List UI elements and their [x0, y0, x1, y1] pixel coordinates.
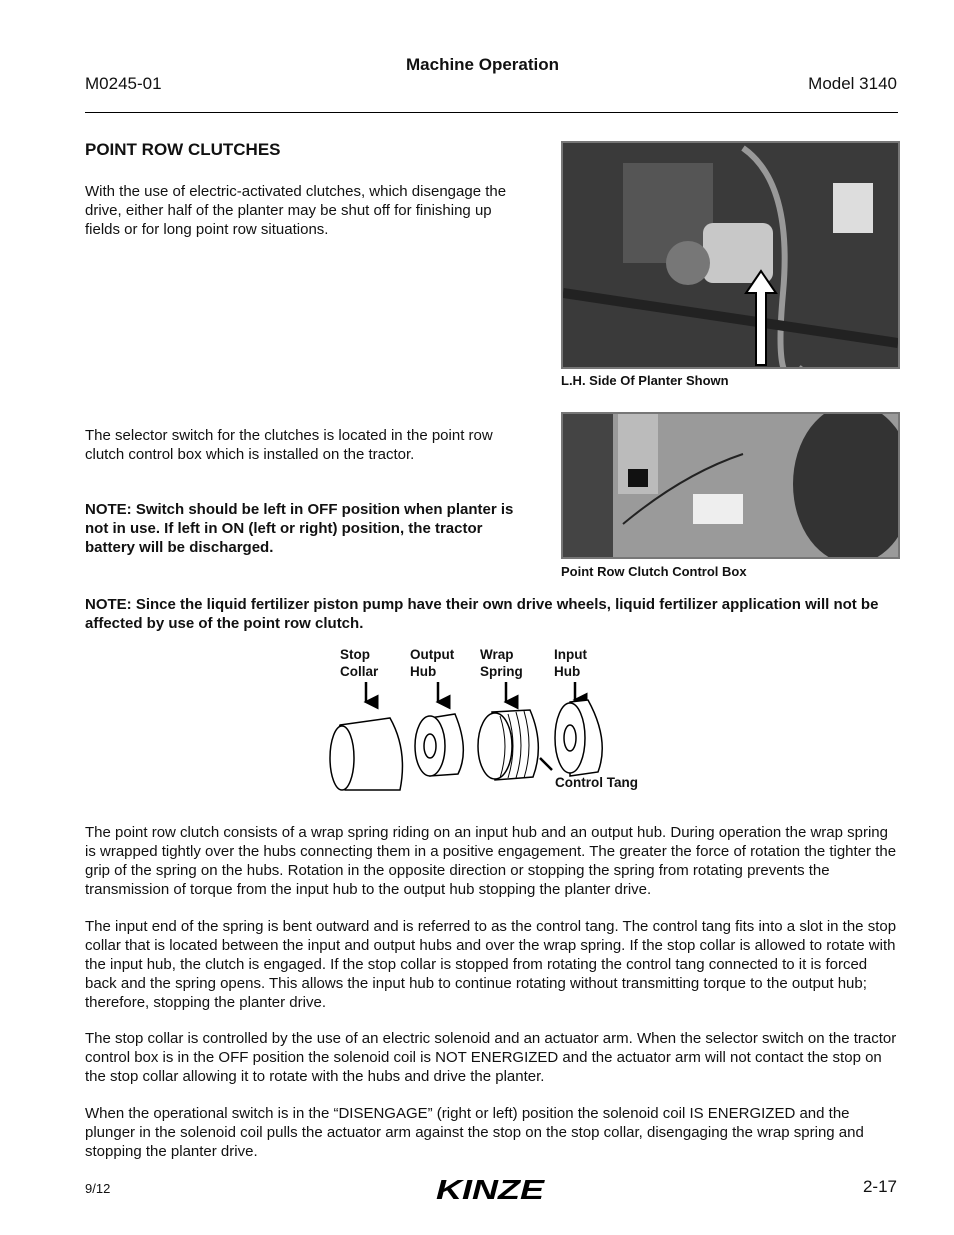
photo1-caption: L.H. Side Of Planter Shown	[561, 373, 729, 388]
svg-text:KINZE: KINZE	[436, 1176, 546, 1202]
planter-clutch-photo	[561, 141, 900, 369]
page-title: POINT ROW CLUTCHES	[85, 140, 281, 159]
note-fertilizer: NOTE: Since the liquid fertilizer piston pump have their own drive wheels, liquid fertilizer application will not be affected by use of the point row clutch.	[85, 596, 879, 632]
clutch-diagram	[320, 640, 660, 800]
selector-text: The selector switch for the clutches is located in the point row clutch control box which is installed on the tractor.	[85, 427, 493, 463]
footer-date: 9/12	[85, 1181, 111, 1196]
header-rule	[85, 112, 898, 113]
label-input-hub: Input Hub	[554, 647, 587, 679]
kinze-logo-image	[432, 1176, 548, 1202]
paragraph-1: The point row clutch consists of a wrap spring riding on an input hub and an output hub. During operation the wrap spring is wrapped tightly over the hubs connecting them in a positive engagement. The greater the force of rotation the tighter the grip of the spring on the hubs. Rotation in the opposite direction or stopping the spring from rotating prevents the transmission of torque from the input hub to the output hub stopping the planter drive.	[85, 824, 897, 898]
label-stop-collar: Stop Collar	[340, 647, 379, 679]
label-output-hub: Output Hub	[410, 647, 455, 679]
photo2-caption: Point Row Clutch Control Box	[561, 564, 747, 579]
doc-id: M0245-01	[85, 74, 162, 93]
paragraph-4: When the operational switch is in the “DISENGAGE” (right or left) position the solenoid coil IS ENERGIZED and the plunger in the solenoid coil pulls the actuator arm against the stop on the stop collar, disengaging the wrap spring and stopping the planter drive.	[85, 1105, 864, 1160]
paragraph-2: The input end of the spring is bent outward and is referred to as the control tang. The control tang fits into a slot in the stop collar that is located between the input and output hubs and over the wrap spring. If the stop collar is allowed to rotate with the input hub, the clutch is engaged. If the stop collar is stopped from rotating the control tang connected to it is forced back and the spring opens. This allows the input hub to continue rotating without transmitting torque to the output hub; therefore, stopping the planter drive.	[85, 918, 897, 1011]
model-label: Model 3140	[808, 74, 897, 93]
note-switch: NOTE: Switch should be left in OFF position when planter is not in use. If left in ON (left or right) position, the tractor battery will be discharged.	[85, 501, 514, 556]
label-control-tang: Control Tang	[555, 775, 638, 790]
intro-text: With the use of electric-activated clutches, which disengage the drive, either half of the planter may be shut off for finishing up fields or for long point row situations.	[85, 183, 507, 238]
page-number: 2-17	[862, 1177, 897, 1196]
clutch-parts-drawing	[320, 640, 660, 800]
control-box-image	[563, 414, 898, 557]
section-title: Machine Operation	[406, 55, 560, 74]
kinze-logo	[432, 1176, 548, 1202]
label-wrap-spring: Wrap Spring	[480, 647, 523, 679]
paragraph-3: The stop collar is controlled by the use of an electric solenoid and an actuator arm. When the selector switch on the tractor control box is in the OFF position the solenoid coil is NOT ENERGIZED and the actuator arm will not contact the stop on the stop collar allowing it to rotate with the hubs and drive the planter.	[85, 1030, 897, 1085]
control-box-photo	[561, 412, 900, 559]
planter-clutch-image	[563, 143, 898, 367]
